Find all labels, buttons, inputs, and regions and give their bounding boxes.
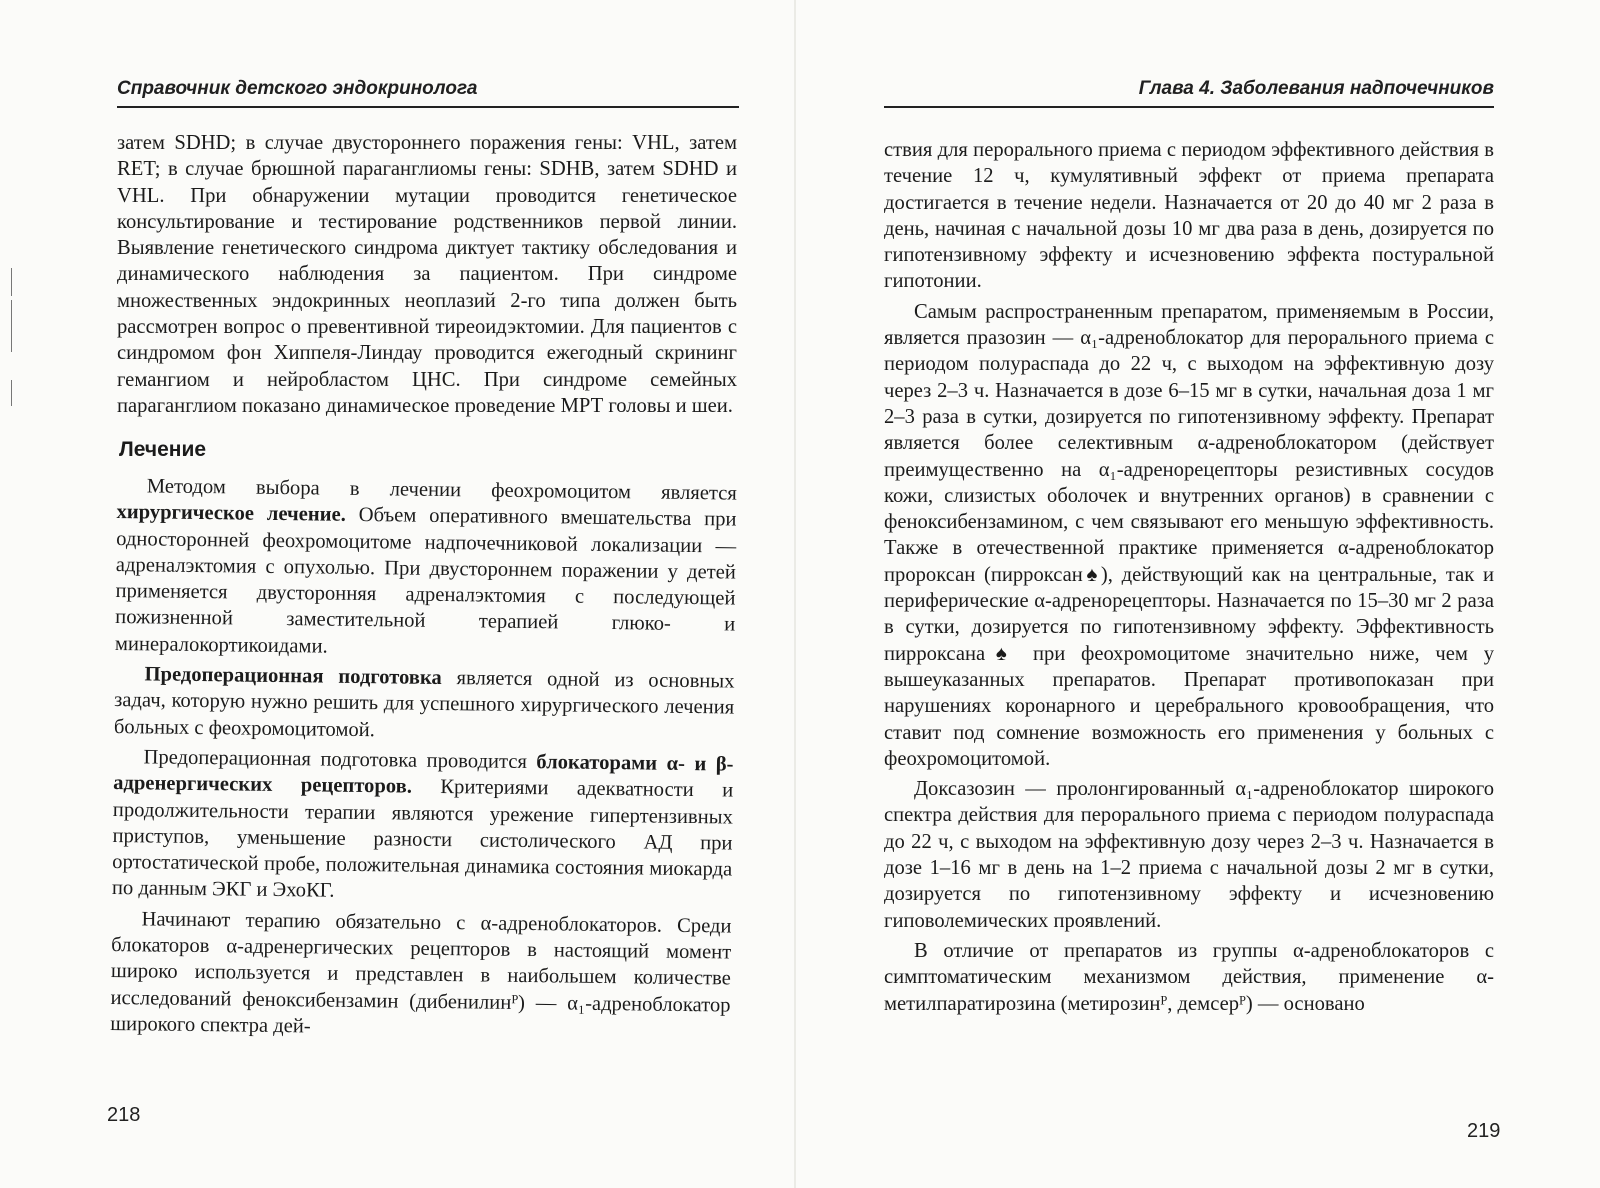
paragraph: В отличие от препаратов из группы α-адреноблокаторов с симптоматическим механизмом действия, применение α-метилпаратирозина (метирозинᴾ, демсерᴾ) — основано — [884, 939, 1494, 1015]
bold-term: Предоперационная подготовка — [144, 663, 442, 690]
text-run: Объем оперативного вмешательства при односторонней феохромоцитоме надпочечниковой локализации — адреналэктомия с опухолью. При двустороннем поражении у детей применяется двусторонняя адреналэктомия с последующей пожизненной заместительной терапией глюко- и минералокортикоидами. — [114, 504, 737, 658]
paragraph — [112, 744, 734, 909]
right-page — [800, 0, 1600, 1188]
margin-mark — [11, 380, 12, 406]
text-run: Методом выбора в лечении феохромоцитом является — [146, 475, 737, 505]
paragraph: ствия для перорального приема с периодом эффективного действия в течение 12 ч, кумулятивный эффект от приема препарата достигается в течение недели. Назначается от 20 до 40 мг 2 раза в день, начиная с начальной дозы 10 мг два раза в день, дозируется по гипотензивному эффекту и исчезновению эффекта постуральной гипотонии. — [884, 139, 1494, 293]
paragraph: затем SDHD; в случае двустороннего поражения гены: VHL, затем RET; в случае брюшной параганглиомы гены: SDHB, затем SDHD и VHL. При обнаружении мутации проводится генетическое консультирование и тестирование родственников первой линии. Выявление генетического синдрома диктует тактику обследования и динамического наблюдения за пациентом. При синдроме множественных эндокринных неоплазий 2-го типа должен быть рассмотрен вопрос о превентивной тиреоидэктомии. Для пациентов с синдромом фон Хиппеля-Линдау проводится ежегодный скрининг гемангиом и нейробластом ЦНС. При синдроме семейных параганглиом показано динамическое проведение МРТ головы и шеи. — [117, 132, 737, 417]
paragraph — [114, 661, 735, 747]
right-body-text — [884, 137, 1494, 1017]
text-run: является одной из основных задач, которую нужно решить для успешного хирургического лечения больных с феохромоцитомой. — [113, 667, 735, 742]
margin-mark — [11, 268, 12, 296]
paragraph: Самым распространенным препаратом, применяемым в России, является празозин — α₁-адреноблокатор для перорального приема с периодом полураспада до 22 ч, с выходом на эффективную дозу через 2–3 ч. Назначается в дозе 6–15 мг в сутки, начальная доза 1 мг 2–3 раза в сутки, дозируется по гипотензивному эффекту. Препарат является более селективным α-адреноблокатором (действует преимущественно на α₁-адренорецепторы резистивных сосудов кожи, слизистых оболочек и внутренних органов) в сравнении с феноксибензамином, с чем связывают его меньшую эффективность. Также в отечественной практике применяется α-адреноблокатор пророксан (пирроксан♠), действующий как на центральные, так и периферические α-адренорецепторы. Назначается по 15–30 мг 2 раза в сутки, дозируется по гипотензивному эффекту. Эффективность пирроксана♠ при феохромоцитоме значительно ниже, чем у вышеуказанных препаратов. Препарат противопоказан при нарушениях коронарного и церебрального кровообращения, что ставит под сомнение возможность его применения у больных с феохромоцитомой. — [884, 300, 1494, 770]
section-heading: Лечение — [119, 438, 207, 462]
left-page — [0, 0, 790, 1188]
book-gutter — [794, 0, 796, 1188]
skewed-text-block — [110, 473, 737, 1045]
running-header-right: Глава 4. Заболевания надпочечников — [884, 76, 1494, 108]
paragraph: Начинают терапию обязательно с α-адреноблокаторов. Среди блокаторов α-адренергических рецепторов в настоящий момент широко используется и представлен в наибольшем количестве исследований феноксибензамин (дибенилинᴾ) — α₁-адреноблокатор широкого спектра дей- — [110, 908, 732, 1038]
left-body-text — [110, 130, 737, 1038]
running-header-left: Справочник детского эндокринолога — [117, 76, 739, 108]
bold-term: блокаторами α- и β-адренергических рецепторов. — [113, 751, 734, 799]
page-number-right: 219 — [1467, 1120, 1501, 1142]
text-run: Предоперационная подготовка проводится — [143, 746, 537, 774]
page-number-left: 218 — [107, 1104, 141, 1126]
bold-term: хирургическое лечение. — [116, 501, 346, 527]
paragraph — [115, 473, 737, 665]
margin-mark — [11, 300, 12, 352]
paragraph: Доксазозин — пролонгированный α₁-адреноблокатор широкого спектра действия для перорального приема с периодом полураспада до 22 ч, с выходом на эффективную дозу через 2–3 ч. Назначается в дозе 1–16 мг в день на 1–2 приема с начальной дозы 2 мг в сутки, дозируется по гипотензивному эффекту и исчезновению гиповолемических проявлений. — [884, 778, 1494, 932]
text-run: Критериями адекватности и продолжительности терапии являются урежение гипертензивных приступов, уменьшение разности систолического АД при ортостатической пробе, положительная динамика состояния миокарда по данным ЭКГ и ЭхоКГ. — [111, 776, 734, 903]
